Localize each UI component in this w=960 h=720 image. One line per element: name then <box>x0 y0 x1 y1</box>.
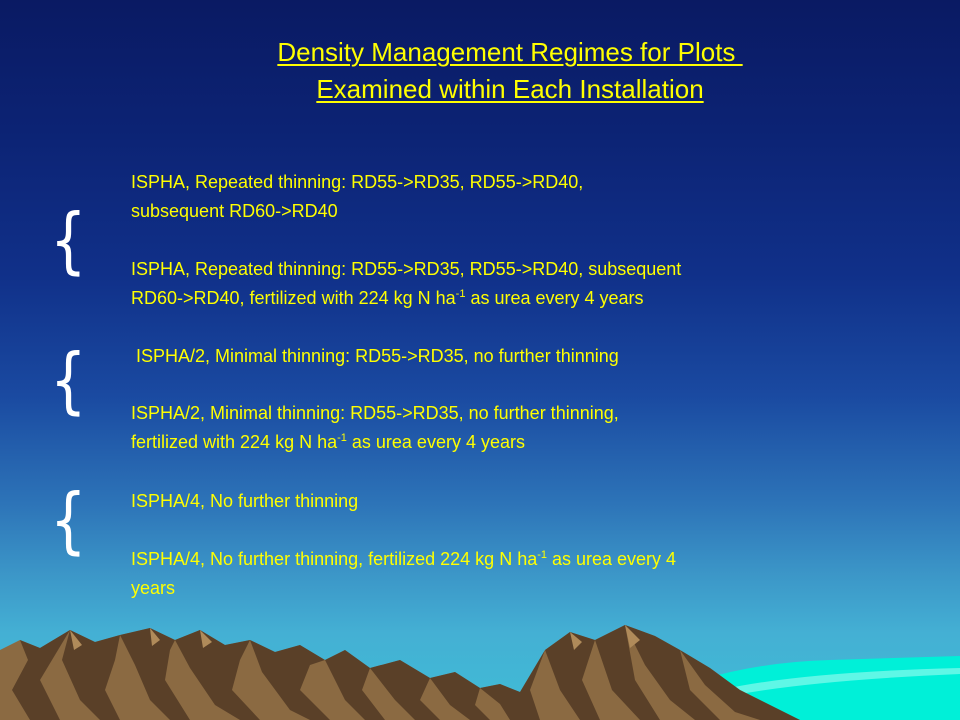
regime-item-2 <box>131 255 681 313</box>
regime-item-4-text-end: as urea every 4 years <box>346 432 525 452</box>
regime-item-4-text: fertilized with 224 kg N ha <box>131 432 338 452</box>
regime-item-2-line-1: ISPHA, Repeated thinning: RD55->RD35, RD55->RD40, subsequent <box>131 259 682 279</box>
regime-item-5-line-1: ISPHA/4, No further thinning <box>131 491 359 511</box>
group-brace-3: { <box>50 478 87 562</box>
regime-item-1-line-2: subsequent RD60->RD40 <box>131 201 338 221</box>
regime-item-4-line-1: ISPHA/2, Minimal thinning: RD55->RD35, no further thinning, <box>131 403 619 423</box>
group-brace-1: { <box>50 198 87 282</box>
title-line-1: Density Management Regimes for Plots <box>277 37 743 67</box>
slide-title <box>180 34 840 108</box>
group-brace-2: { <box>50 338 87 422</box>
regime-item-5 <box>131 487 358 516</box>
regime-item-2-superscript: -1 <box>455 288 466 300</box>
regime-item-2-line-2 <box>131 284 681 313</box>
regime-item-6-superscript: -1 <box>537 549 547 561</box>
regime-item-4-line-2 <box>131 428 619 457</box>
regime-item-6-text: ISPHA/4, No further thinning, fertilized 224 kg N ha <box>131 549 538 569</box>
regime-item-6-line-1 <box>131 545 676 574</box>
regime-item-1-line-1: ISPHA, Repeated thinning: RD55->RD35, RD55->RD40, <box>131 172 584 192</box>
regime-item-2-text-end: as urea every 4 years <box>465 288 644 308</box>
regime-item-1 <box>131 168 583 226</box>
regime-item-2-text: RD60->RD40, fertilized with 224 kg N ha <box>131 288 456 308</box>
regime-item-6-text-end: as urea every 4 <box>547 549 677 569</box>
regime-item-3-line-1: ISPHA/2, Minimal thinning: RD55->RD35, no further thinning <box>131 346 619 366</box>
regime-item-3 <box>131 342 619 371</box>
regime-item-4-superscript: -1 <box>337 432 347 444</box>
regime-item-6-line-2: years <box>131 578 176 598</box>
title-line-2: Examined within Each Installation <box>316 74 704 104</box>
regime-item-4 <box>131 399 619 457</box>
regime-item-6 <box>131 545 676 603</box>
